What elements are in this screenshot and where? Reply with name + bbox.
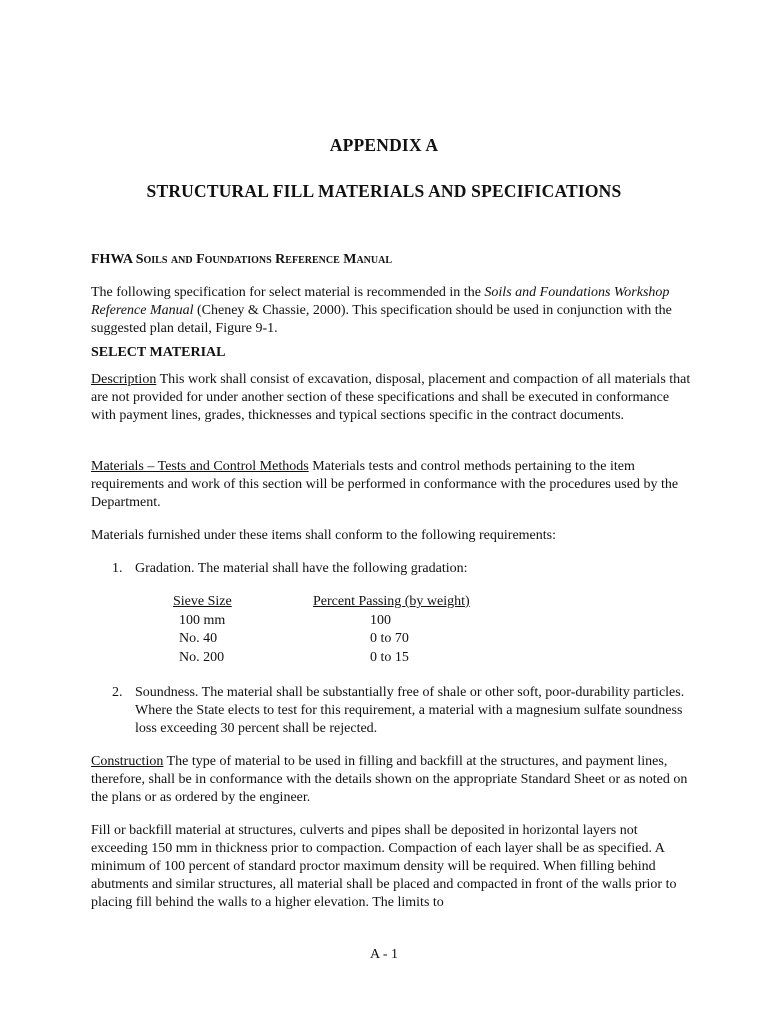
table-cell-sieve: 100 mm — [179, 612, 226, 628]
page-number: A - 1 — [370, 947, 398, 962]
table-header-row — [173, 594, 470, 613]
list-item-1-text: Gradation. The material shall have the following gradation: — [135, 561, 468, 576]
manual-title: Soils and Foundations Workshop Reference Manual — [91, 285, 670, 318]
description-text: This work shall consist of excavation, disposal, placement and compaction of all materials that are not provided for under another section of these specifications and shall be executed in conformance with payment lines, grades, thicknesses and typical sections specific in the contract documents. — [91, 372, 691, 423]
table-header-percent-passing: Percent Passing (by weight) — [313, 594, 470, 609]
table-cell-sieve: No. 200 — [179, 649, 225, 665]
intro-text-before: The following specification for select material is recommended in the — [91, 285, 485, 300]
source-heading: FHWA Soils and Foundations Reference Manual — [91, 252, 393, 267]
list-item-1-number: 1. — [112, 561, 123, 576]
construction-text: The type of material to be used in filling and backfill at the structures, and payment lines, therefore, shall be in conformance with the details shown on the appropriate Standard Sheet or as noted on the plans or as ordered by the engineer. — [91, 754, 688, 805]
construction-label: Construction — [91, 754, 164, 769]
appendix-heading: APPENDIX A — [329, 135, 439, 155]
description-label: Description — [91, 372, 157, 387]
table-row — [173, 650, 470, 669]
gradation-table — [173, 594, 470, 668]
table-cell-sieve: No. 40 — [179, 631, 218, 646]
description-paragraph — [91, 371, 691, 425]
page-title: STRUCTURAL FILL MATERIALS AND SPECIFICATIONS — [146, 181, 622, 201]
table-row — [173, 631, 470, 650]
materials-label: Materials – Tests and Control Methods — [91, 459, 309, 474]
section-heading-select-material: SELECT MATERIAL — [91, 345, 226, 360]
fill-paragraph: Fill or backfill material at structures, culverts and pipes shall be deposited in horizontal layers not exceeding 150 mm in thickness prior to compaction. Compaction of each layer shall be as specified. A minimum of 100 percent of standard proctor maximum density will be required. When filling behind abutments and similar structures, all material shall be placed and compacted in front of the walls prior to placing fill behind the walls to a higher elevation. The limits to — [91, 823, 677, 910]
table-cell-percent: 0 to 15 — [370, 649, 409, 665]
table-cell-percent: 100 — [370, 612, 391, 628]
intro-paragraph — [91, 284, 691, 338]
table-row — [173, 613, 470, 632]
materials-text: Materials tests and control methods pertaining to the item requirements and work of this section will be performed in conformance with the procedures used by the Department. — [91, 459, 679, 510]
list-item-2-number: 2. — [112, 685, 123, 700]
requirements-intro: Materials furnished under these items shall conform to the following requirements: — [91, 528, 556, 543]
intro-text-after: (Cheney & Chassie, 2000). This specification should be used in conjunction with the suggested plan detail, Figure 9-1. — [91, 303, 672, 336]
table-header-sieve-size: Sieve Size — [173, 594, 232, 609]
materials-paragraph — [91, 458, 691, 512]
construction-paragraph — [91, 753, 691, 807]
list-item-2-text: Soundness. The material shall be substantially free of shale or other soft, poor-durability particles. Where the State elects to test for this requirement, a material with a magnesium sulfate soundness loss exceeding 30 percent shall be rejected. — [135, 685, 685, 736]
table-cell-percent: 0 to 70 — [370, 631, 409, 646]
